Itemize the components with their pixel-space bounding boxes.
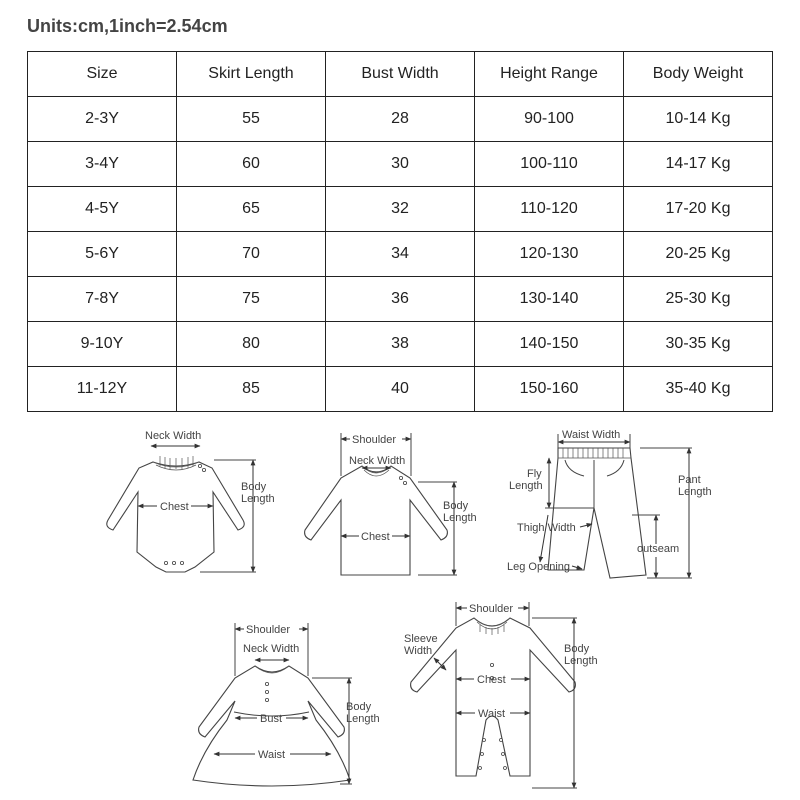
- dress-body-length-label-2: Length: [346, 713, 380, 725]
- top-body-length-label-2: Length: [443, 512, 477, 524]
- table-cell: 4-5Y: [28, 187, 177, 232]
- table-row: [28, 187, 773, 232]
- romper-body-length-label-2: Length: [564, 655, 598, 667]
- header-size: Size: [28, 52, 177, 97]
- bodysuit-chest-label: Chest: [160, 501, 189, 513]
- top-diagram: [305, 433, 477, 575]
- romper-waist-label: Waist: [478, 708, 506, 720]
- table-cell: 7-8Y: [28, 277, 177, 322]
- pants-diagram: [507, 429, 712, 578]
- table-cell: 70: [177, 232, 326, 277]
- table-cell: 35-40 Kg: [624, 367, 773, 412]
- top-shoulder-label: Shoulder: [352, 434, 397, 446]
- pants-outseam-label: outseam: [637, 543, 680, 555]
- table-cell: 55: [177, 97, 326, 142]
- dress-shoulder-label: Shoulder: [246, 624, 291, 636]
- table-cell: 100-110: [475, 142, 624, 187]
- bodysuit-body-length-label-2: Length: [241, 493, 275, 505]
- table-cell: 40: [326, 367, 475, 412]
- pants-pant-length-label-1: Pant: [678, 474, 701, 486]
- table-cell: 85: [177, 367, 326, 412]
- table-header-row: [28, 52, 773, 97]
- table-row: [28, 367, 773, 412]
- table-cell: 25-30 Kg: [624, 277, 773, 322]
- table-cell: 32: [326, 187, 475, 232]
- bodysuit-neck-width-label: Neck Width: [145, 430, 202, 442]
- pants-fly-length-label-1: Fly: [527, 468, 542, 480]
- pants-fly-length-label-2: Length: [509, 480, 543, 492]
- header-skirt-length: Skirt Length: [177, 52, 326, 97]
- dress-neck-width-label: Neck Width: [243, 643, 300, 655]
- table-cell: 2-3Y: [28, 97, 177, 142]
- top-body-length-label-1: Body: [443, 500, 469, 512]
- top-neck-width-label: Neck Width: [349, 455, 406, 467]
- table-cell: 75: [177, 277, 326, 322]
- romper-sleeve-width-label-1: Sleeve: [404, 633, 438, 645]
- romper-diagram: [404, 602, 598, 788]
- table-cell: 120-130: [475, 232, 624, 277]
- table-cell: 65: [177, 187, 326, 232]
- romper-chest-label: Chest: [477, 674, 506, 686]
- table-cell: 60: [177, 142, 326, 187]
- table-cell: 9-10Y: [28, 322, 177, 367]
- table-cell: 80: [177, 322, 326, 367]
- measurement-diagrams: [0, 420, 800, 800]
- table-cell: 140-150: [475, 322, 624, 367]
- table-cell: 30-35 Kg: [624, 322, 773, 367]
- table-cell: 3-4Y: [28, 142, 177, 187]
- table-row: [28, 232, 773, 277]
- table-cell: 34: [326, 232, 475, 277]
- table-row: [28, 97, 773, 142]
- units-note: Units:cm,1inch=2.54cm: [27, 16, 228, 36]
- romper-body-length-label-1: Body: [564, 643, 590, 655]
- romper-shoulder-label: Shoulder: [469, 603, 514, 615]
- dress-bust-label: Bust: [260, 713, 283, 725]
- table-cell: 30: [326, 142, 475, 187]
- pants-pant-length-label-2: Length: [678, 486, 712, 498]
- size-chart-table: [27, 51, 773, 412]
- table-cell: 90-100: [475, 97, 624, 142]
- table-row: [28, 277, 773, 322]
- table-cell: 110-120: [475, 187, 624, 232]
- dress-diagram: [193, 623, 380, 786]
- pants-waist-width-label: Waist Width: [562, 429, 621, 441]
- table-row: [28, 142, 773, 187]
- table-cell: 150-160: [475, 367, 624, 412]
- bodysuit-body-length-label-1: Body: [241, 481, 267, 493]
- header-height-range: Height Range: [475, 52, 624, 97]
- table-cell: 130-140: [475, 277, 624, 322]
- bodysuit-diagram: [107, 430, 275, 572]
- table-cell: 36: [326, 277, 475, 322]
- table-cell: 5-6Y: [28, 232, 177, 277]
- table-cell: 11-12Y: [28, 367, 177, 412]
- top-chest-label: Chest: [361, 531, 390, 543]
- dress-waist-label: Waist: [258, 749, 286, 761]
- table-cell: 28: [326, 97, 475, 142]
- table-cell: 38: [326, 322, 475, 367]
- pants-leg-opening-label: Leg Opening: [507, 561, 570, 573]
- dress-body-length-label-1: Body: [346, 701, 372, 713]
- table-row: [28, 322, 773, 367]
- table-cell: 17-20 Kg: [624, 187, 773, 232]
- romper-sleeve-width-label-2: Width: [404, 645, 433, 657]
- table-cell: 10-14 Kg: [624, 97, 773, 142]
- header-bust-width: Bust Width: [326, 52, 475, 97]
- table-cell: 14-17 Kg: [624, 142, 773, 187]
- pants-thigh-width-label: Thigh Width: [517, 522, 576, 534]
- header-body-weight: Body Weight: [624, 52, 773, 97]
- table-cell: 20-25 Kg: [624, 232, 773, 277]
